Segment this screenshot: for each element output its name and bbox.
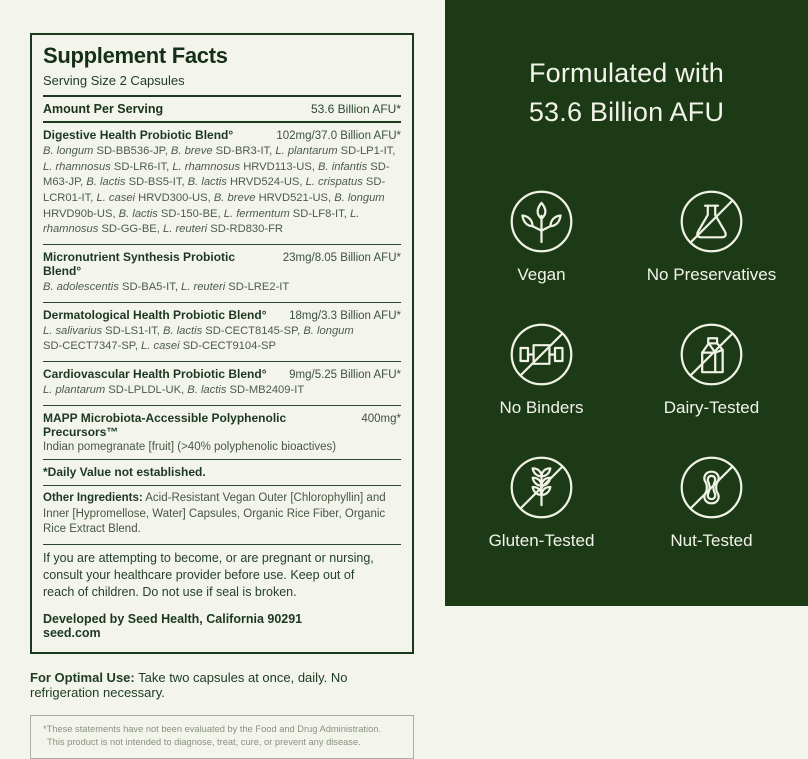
pregnancy-warning: If you are attempting to become, or are pregnant or nursing, consult your healthcare provider before use. Keep out of reach of children. Do not use if seal is broken. <box>43 551 374 599</box>
optimal-use-text: Take two capsules at once, daily. No refrigeration necessary. <box>30 669 348 700</box>
badge-no-binders <box>457 321 627 418</box>
fda-disclaimer-line2: This product is not intended to diagnose, treat, cure, or prevent any disease. <box>47 737 361 748</box>
strain-list: B. longum SD-BB536-JP, B. breve SD-BR3-IT, L. plantarum SD-LP1-IT, L. rhamnosus SD-LR6-IT, L. rhamnosus HRVD113-US, B. infantis SD-M63-JP, B. lactis SD-BS5-IT, B. lactis HRVD524-US, L. crispatus SD-LCR01-IT, L. casei HRVD300-US, B. breve HRVD521-US, B. longum HRVD90b-US, B. lactis SD-150-BE, L. fermentum SD-LF8-IT, L. rhamnosus SD-GG-BE, L. reuteri SD-RD830-FR <box>43 145 396 236</box>
badge-label: Gluten-Tested <box>488 531 595 551</box>
badge-nut-tested <box>627 454 797 551</box>
formulated-with-title <box>445 54 808 132</box>
other-ingredients <box>43 491 401 539</box>
divider <box>43 361 401 362</box>
blend-header <box>43 128 401 142</box>
blend-name: Micronutrient Synthesis Probiotic Blend° <box>43 250 236 279</box>
supplement-facts-box <box>30 33 414 654</box>
no-binder-icon <box>508 321 575 388</box>
badge-label: Vegan <box>517 265 566 285</box>
fda-disclaimer-line1: *These statements have not been evaluated by the Food and Drug Administration. <box>43 723 381 734</box>
badge-grid <box>445 188 808 551</box>
mapp-description: Indian pomegranate [fruit] (>40% polyphenolic bioactives) <box>43 440 337 453</box>
blend-section-dermatological <box>43 308 401 355</box>
daily-value-note: *Daily Value not established. <box>43 464 206 479</box>
divider <box>43 459 401 460</box>
strain-list: L. salivarius SD-LS1-IT, B. lactis SD-CECT8145-SP, B. longum SD-CECT7347-SP, L. casei SD-CECT9104-SP <box>43 324 354 353</box>
formulation-panel <box>445 0 808 606</box>
blend-name: Digestive Health Probiotic Blend° <box>43 128 234 142</box>
divider <box>43 244 401 245</box>
developed-by: Developed by Seed Health, California 90291 <box>43 611 303 626</box>
blend-section-cardiovascular <box>43 367 401 399</box>
divider <box>43 485 401 486</box>
badge-dairy-tested <box>627 321 797 418</box>
optimal-use-note <box>30 670 420 700</box>
other-ingredients-label: Other Ingredients: <box>43 491 143 504</box>
blend-value: 18mg/3.3 Billion AFU* <box>289 309 401 322</box>
mapp-name: MAPP Microbiota-Accessible Polyphenolic Precursors™ <box>43 410 287 439</box>
no-wheat-icon <box>508 454 575 521</box>
blend-header <box>43 250 401 278</box>
blend-value: 23mg/8.05 Billion AFU* <box>282 252 401 265</box>
mapp-section <box>43 411 401 453</box>
total-afu-value: 53.6 Billion AFU* <box>310 102 401 116</box>
formulated-with-line1: Formulated with <box>528 58 725 88</box>
badge-label: Nut-Tested <box>670 531 753 551</box>
divider <box>43 544 401 545</box>
plant-sprout-icon <box>508 188 575 255</box>
blend-value: 9mg/5.25 Billion AFU* <box>289 369 401 382</box>
no-milk-carton-icon <box>678 321 745 388</box>
badge-label: No Binders <box>499 398 584 418</box>
no-peanut-icon <box>678 454 745 521</box>
blend-section-micronutrient <box>43 250 401 296</box>
no-flask-icon <box>678 188 745 255</box>
amount-per-serving-label: Amount Per Serving <box>43 102 164 116</box>
blend-value: 102mg/37.0 Billion AFU* <box>276 130 401 142</box>
serving-size: Serving Size 2 Capsules <box>43 73 185 88</box>
badge-gluten-tested <box>457 454 627 551</box>
supplement-facts-title: Supplement Facts <box>43 43 228 68</box>
website: seed.com <box>43 625 101 640</box>
other-ingredients-text: Acid-Resistant Vegan Outer [Chlorophyllin] and Inner [Hypromellose, Water] Capsules, Organic Rice Fiber, Organic Rice Extract Blend. <box>43 491 386 536</box>
blend-section-digestive <box>43 128 401 238</box>
divider <box>43 95 401 97</box>
strain-list: B. adolescentis SD-BA5-IT, L. reuteri SD-LRE2-IT <box>43 281 290 294</box>
divider <box>43 302 401 303</box>
badge-vegan <box>457 188 627 285</box>
blend-header <box>43 411 401 439</box>
blend-header <box>43 308 401 322</box>
blend-name: Cardiovascular Health Probiotic Blend° <box>43 367 267 382</box>
fda-disclaimer-box <box>30 715 414 759</box>
optimal-use-label: For Optimal Use: <box>30 669 135 685</box>
blend-name: Dermatological Health Probiotic Blend° <box>43 307 267 322</box>
divider <box>43 121 401 123</box>
strain-list: L. plantarum SD-LPLDL-UK, B. lactis SD-MB2409-IT <box>43 384 305 397</box>
amount-per-serving-row <box>43 102 401 116</box>
formulated-with-line2: 53.6 Billion AFU <box>528 97 725 128</box>
badge-no-preservatives <box>627 188 797 285</box>
divider <box>43 405 401 406</box>
badge-label: No Preservatives <box>646 265 777 285</box>
blend-header <box>43 367 401 381</box>
mapp-value: 400mg* <box>361 412 401 425</box>
badge-label: Dairy-Tested <box>663 398 760 418</box>
